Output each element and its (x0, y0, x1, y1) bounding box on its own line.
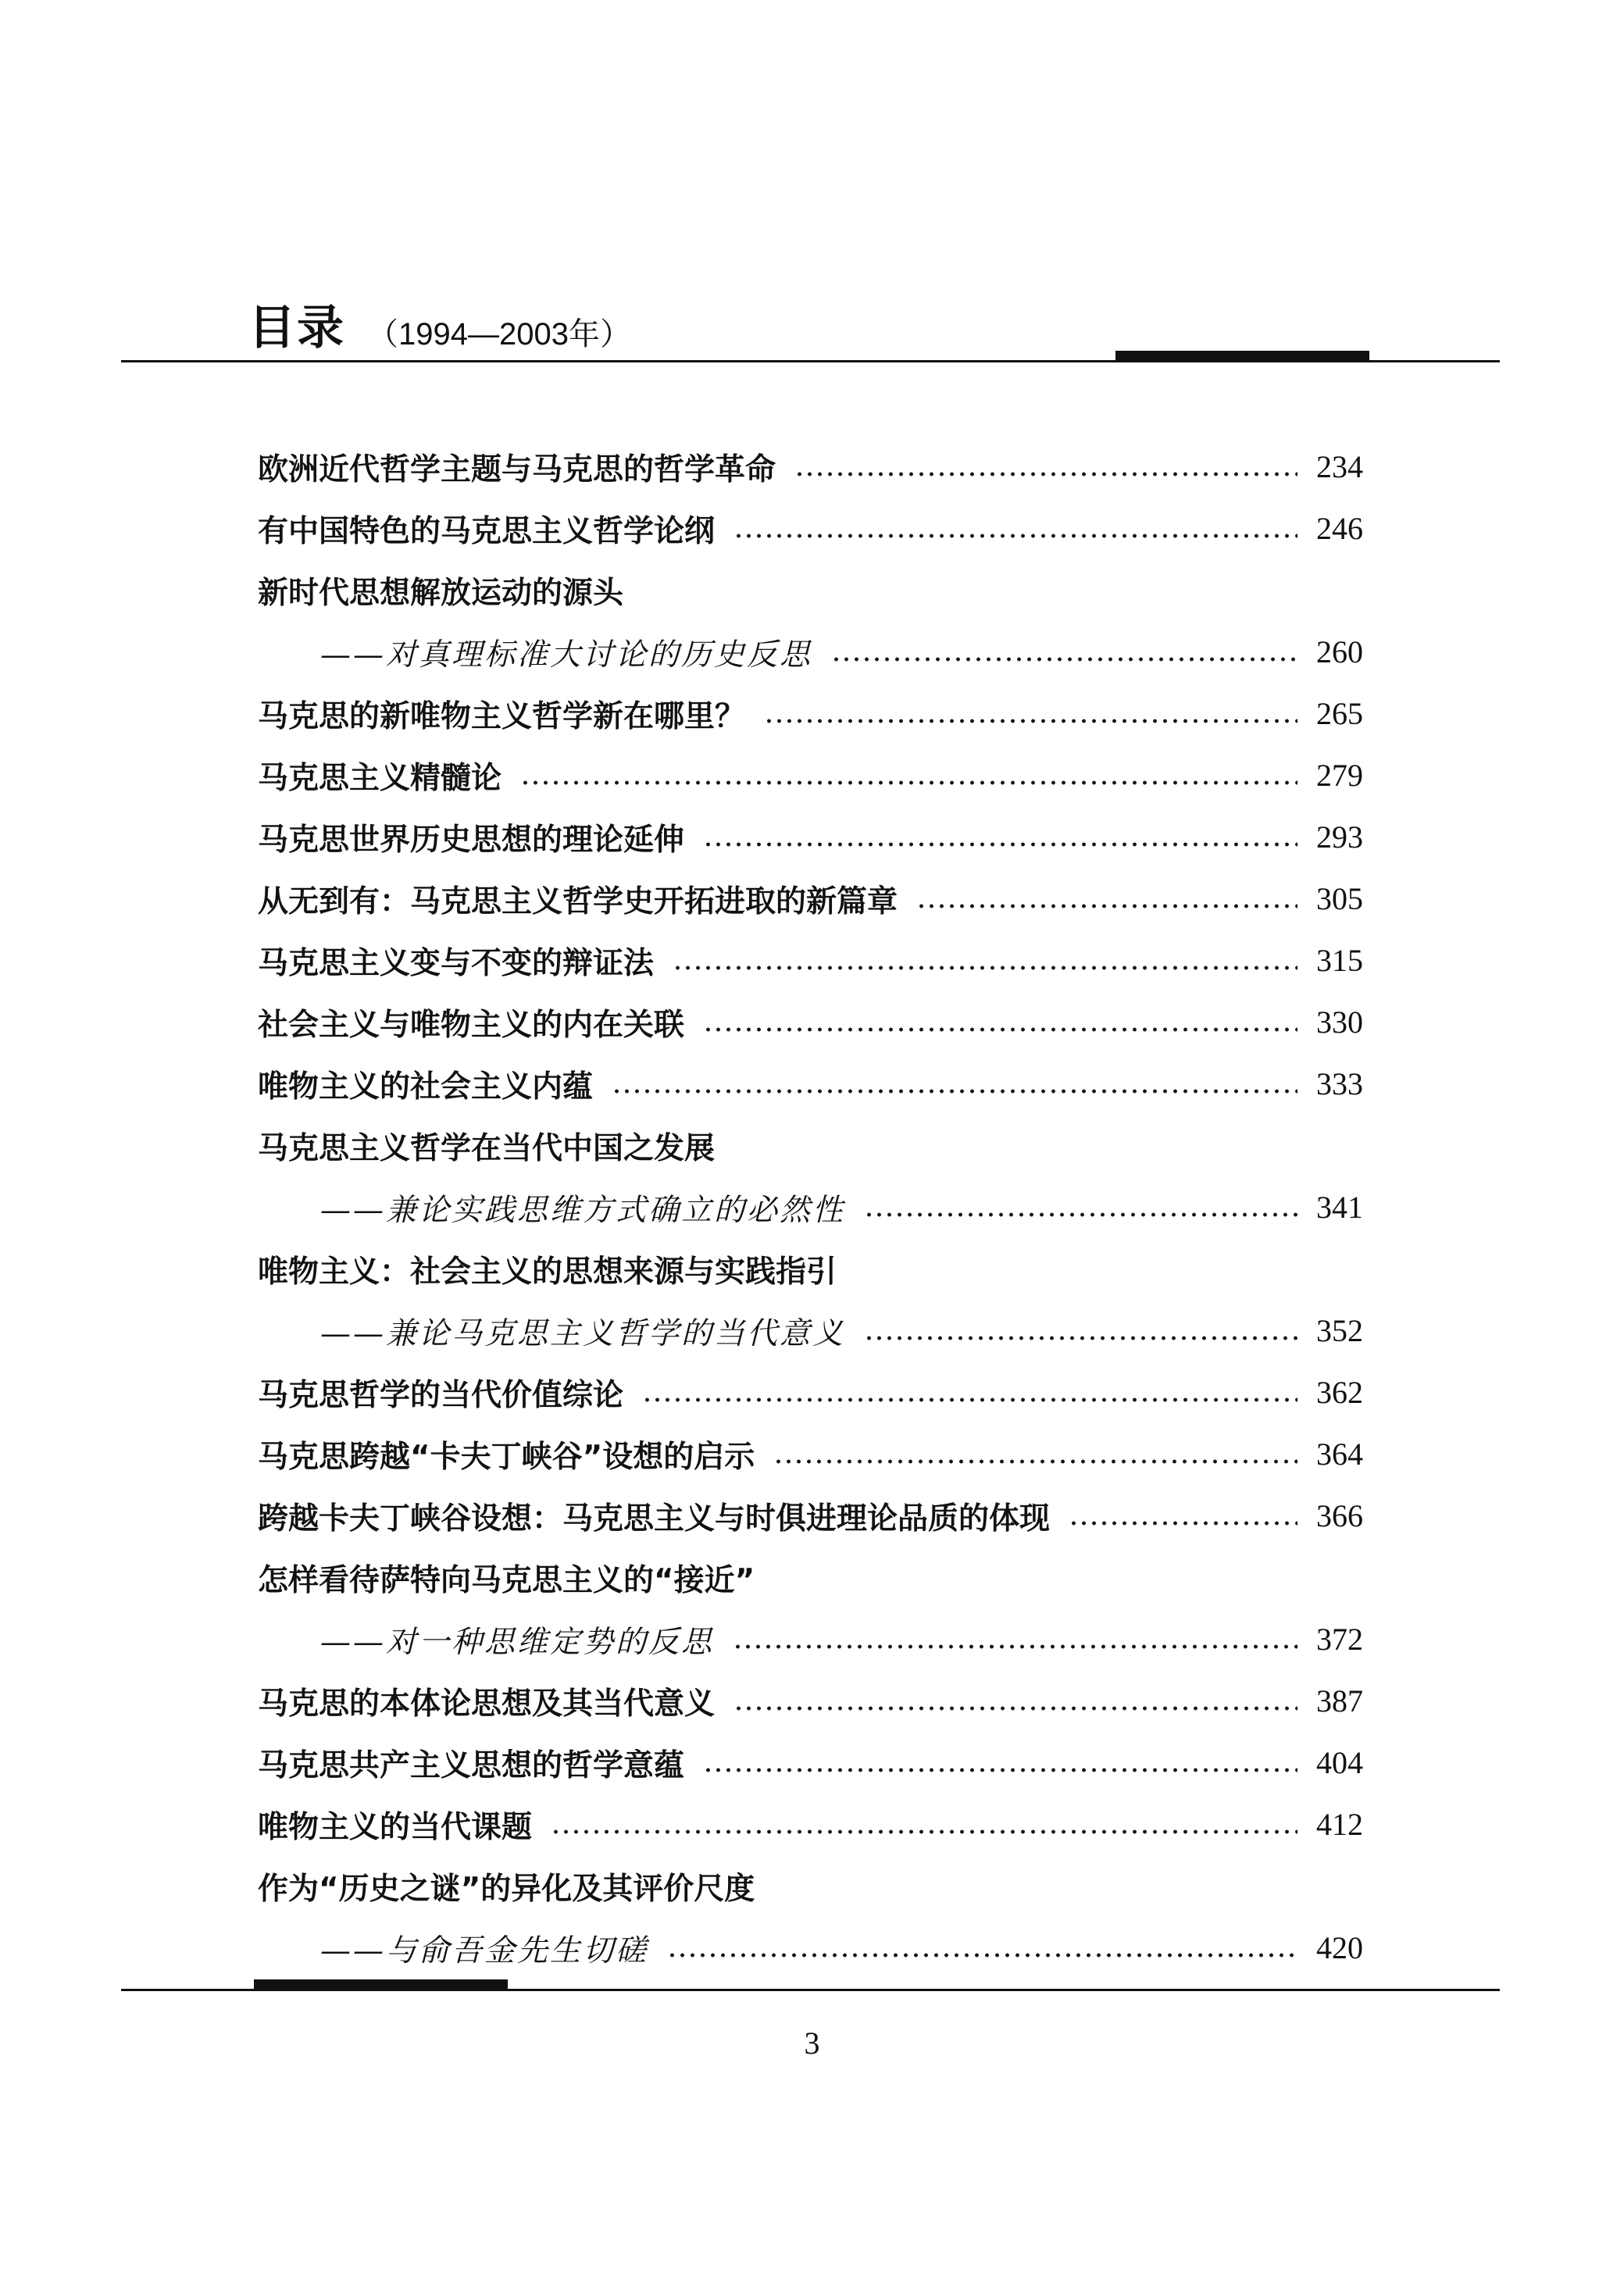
page-subtitle: （1994—2003年） (367, 317, 631, 352)
toc-entry (258, 1608, 1363, 1670)
toc-subtitle: ——兼论马克思主义哲学的当代意义 (320, 1315, 846, 1351)
dot-leader (703, 1749, 1297, 1777)
toc-title: 马克思哲学的当代价值综论 (258, 1377, 624, 1413)
page-number: 3 (804, 2026, 820, 2061)
toc-page-number: 265 (1316, 696, 1363, 731)
toc-entry (258, 621, 1363, 683)
toc-title: 马克思共产主义思想的哲学意蕴 (258, 1747, 685, 1783)
toc-heading (258, 559, 1363, 621)
dot-leader (794, 453, 1297, 481)
toc-title: 马克思主义哲学在当代中国之发展 (258, 1130, 716, 1166)
toc-title: 怎样看待萨特向马克思主义的“接近” (258, 1562, 755, 1598)
dot-leader (667, 1934, 1297, 1962)
toc-entry (258, 1485, 1363, 1547)
toc-page-number: 293 (1316, 819, 1363, 855)
dot-leader (864, 1317, 1297, 1345)
toc-entry (258, 1917, 1363, 1979)
toc-title: 马克思主义变与不变的辩证法 (258, 945, 655, 981)
toc-page-number: 412 (1316, 1807, 1363, 1842)
dot-leader (703, 1008, 1297, 1037)
toc-subtitle: ——对一种思维定势的反思 (320, 1624, 715, 1660)
toc-title: 马克思的新唯物主义哲学新在哪里？ (258, 698, 746, 734)
toc-page-number: 341 (1316, 1190, 1363, 1225)
toc-page-number: 260 (1316, 634, 1363, 669)
toc-entry (258, 744, 1363, 806)
dot-leader (551, 1811, 1297, 1839)
toc-title: 唯物主义的当代课题 (258, 1809, 533, 1845)
toc-page-number: 234 (1316, 449, 1363, 484)
toc-title: 马克思主义精髓论 (258, 760, 502, 796)
dot-leader (831, 638, 1297, 666)
toc-title: 有中国特色的马克思主义哲学论纲 (258, 513, 716, 549)
toc-entry (258, 930, 1363, 991)
toc-title: 唯物主义：社会主义的思想来源与实践指引 (258, 1254, 837, 1290)
toc-page-number: 387 (1316, 1683, 1363, 1719)
toc-page-number: 330 (1316, 1005, 1363, 1040)
toc-page-number: 420 (1316, 1930, 1363, 1965)
toc-page-number: 333 (1316, 1066, 1363, 1101)
toc-title: 作为“历史之谜”的异化及其评价尺度 (258, 1871, 755, 1907)
dot-leader (764, 700, 1297, 728)
toc-entry (258, 1300, 1363, 1362)
toc-entry (258, 1053, 1363, 1115)
toc-entry (258, 806, 1363, 868)
toc-page-number: 372 (1316, 1622, 1363, 1657)
table-of-contents (258, 436, 1363, 1979)
toc-entry (258, 1176, 1363, 1238)
dot-leader (673, 947, 1297, 975)
toc-entry (258, 436, 1363, 498)
dot-leader (733, 1626, 1297, 1654)
toc-title: 跨越卡夫丁峡谷设想：马克思主义与时俱进理论品质的体现 (258, 1501, 1051, 1537)
toc-page-number: 404 (1316, 1745, 1363, 1780)
toc-page-number: 364 (1316, 1437, 1363, 1472)
toc-title: 从无到有：马克思主义哲学史开拓进取的新篇章 (258, 883, 898, 919)
dot-leader (1069, 1502, 1297, 1530)
toc-page-number: 315 (1316, 943, 1363, 978)
header-rule-accent (1115, 351, 1369, 361)
toc-page-number: 305 (1316, 881, 1363, 916)
toc-title: 欧洲近代哲学主题与马克思的哲学革命 (258, 452, 776, 487)
toc-title: 社会主义与唯物主义的内在关联 (258, 1007, 685, 1043)
toc-page-number: 279 (1316, 758, 1363, 793)
toc-title: 新时代思想解放运动的源头 (258, 575, 624, 611)
toc-title: 马克思跨越“卡夫丁峡谷”设想的启示 (258, 1439, 755, 1475)
dot-leader (733, 515, 1297, 543)
footer-rule-accent (254, 1979, 508, 1990)
dot-leader (642, 1379, 1297, 1407)
dot-leader (773, 1440, 1297, 1469)
toc-entry (258, 1732, 1363, 1794)
toc-subtitle: ——兼论实践思维方式确立的必然性 (320, 1192, 846, 1228)
toc-page-number: 352 (1316, 1313, 1363, 1348)
dot-leader (733, 1687, 1297, 1715)
toc-entry (258, 1670, 1363, 1732)
toc-heading (258, 1238, 1363, 1300)
toc-subtitle: ——对真理标准大讨论的历史反思 (320, 637, 813, 673)
toc-title: 唯物主义的社会主义内蕴 (258, 1069, 594, 1105)
dot-leader (703, 823, 1297, 851)
toc-page-number: 362 (1316, 1375, 1363, 1410)
toc-heading (258, 1855, 1363, 1917)
dot-leader (520, 762, 1297, 790)
toc-entry (258, 1423, 1363, 1485)
toc-page-number: 246 (1316, 511, 1363, 546)
toc-heading (258, 1547, 1363, 1608)
dot-leader (864, 1194, 1297, 1222)
toc-entry (258, 683, 1363, 744)
toc-entry (258, 868, 1363, 930)
toc-title: 马克思世界历史思想的理论延伸 (258, 822, 685, 858)
dot-leader (916, 885, 1297, 913)
toc-entry (258, 991, 1363, 1053)
toc-heading (258, 1115, 1363, 1176)
page-title: 目录 (248, 301, 345, 355)
toc-page-number: 366 (1316, 1498, 1363, 1533)
toc-entry (258, 1362, 1363, 1423)
toc-title: 马克思的本体论思想及其当代意义 (258, 1686, 716, 1722)
dot-leader (612, 1070, 1297, 1098)
toc-entry (258, 498, 1363, 559)
toc-subtitle: ——与俞吾金先生切磋 (320, 1933, 649, 1968)
toc-entry (258, 1794, 1363, 1855)
